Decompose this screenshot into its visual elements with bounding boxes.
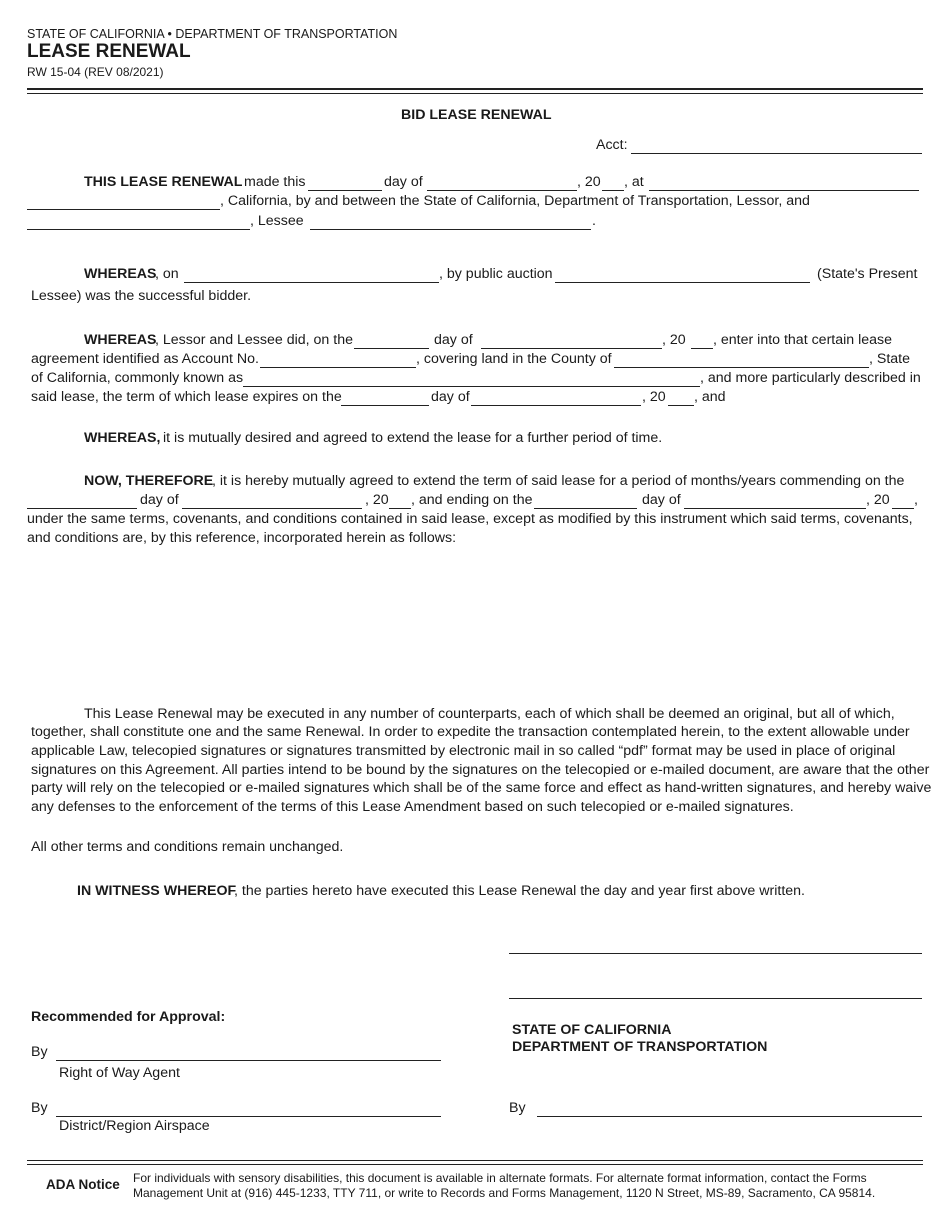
auction-detail-field[interactable] (555, 282, 810, 283)
day-of-text: day of (384, 174, 423, 190)
lease-day-field[interactable] (354, 348, 429, 349)
agreement-text: agreement identified as Account No. (31, 351, 259, 367)
covering-land-text: , covering land in the County of (416, 351, 612, 367)
counterparts-line-4: signatures on this Agreement. All parties intend to be bound by the signatures on the telecopied or e-mailed document, are aware that the other (31, 762, 930, 778)
p1-period: . (592, 213, 596, 229)
at-text: , at (624, 174, 644, 190)
expires-text: said lease, the term of which lease expires on the (31, 389, 342, 405)
city-field[interactable] (27, 209, 220, 210)
expire-day-of-text: day of (431, 389, 470, 405)
state-text: , State (869, 351, 911, 367)
lease-year-prefix: , 20 (662, 332, 686, 348)
witness-text: , the parties hereto have executed this Lease Renewal the day and year first above written. (234, 883, 805, 899)
start-year-field[interactable] (389, 508, 411, 509)
lessee-name-field[interactable] (27, 229, 250, 230)
lease-year-field[interactable] (691, 348, 713, 349)
made-this-text: made this (244, 174, 306, 190)
airspace-signature-line[interactable] (56, 1116, 441, 1117)
year-prefix-text: , 20 (577, 174, 601, 190)
form-title: LEASE RENEWAL (27, 41, 191, 62)
account-number-field[interactable] (260, 367, 416, 368)
start-day-field[interactable] (27, 508, 137, 509)
same-terms-text: under the same terms, covenants, and conditions contained in said lease, except as modified by this instrument which said terms, covenants, (27, 511, 913, 527)
section-title: BID LEASE RENEWAL (401, 107, 552, 123)
expire-year-field[interactable] (668, 405, 694, 406)
county-field[interactable] (614, 367, 869, 368)
auction-date-field[interactable] (184, 282, 439, 283)
state-signature-line[interactable] (537, 1116, 922, 1117)
start-year-prefix: , 20 (365, 492, 389, 508)
ada-label: ADA Notice (46, 1177, 120, 1192)
end-comma: , (914, 492, 918, 508)
extend-term-text: , it is hereby mutually agreed to extend the term of said lease for a period of months/years commending on the (212, 473, 905, 489)
counterparts-line-3: applicable Law, telecopied signatures or signatures transmitted by electronic mail in so called “pdf” format may be used in place of original (31, 743, 896, 759)
renewal-day-field[interactable] (308, 190, 382, 191)
between-parties-text: , California, by and between the State of California, Department of Transportation, Lessor, and (220, 193, 810, 209)
airspace-role: District/Region Airspace (59, 1118, 210, 1134)
agent-role: Right of Way Agent (59, 1065, 180, 1081)
expire-day-field[interactable] (341, 405, 429, 406)
signature-line-1[interactable] (509, 953, 922, 954)
counterparts-line-1: This Lease Renewal may be executed in any number of counterparts, each of which shall be deemed an original, but all of which, (84, 706, 895, 722)
header-rule-bottom (27, 93, 923, 94)
on-text: , on (155, 266, 179, 282)
footer-rule-top (27, 1160, 923, 1161)
agent-signature-line[interactable] (56, 1060, 441, 1061)
expire-year-prefix: , 20 (642, 389, 666, 405)
renewal-year-field[interactable] (602, 190, 624, 191)
footer-rule-bottom (27, 1164, 923, 1165)
end-month-field[interactable] (684, 508, 866, 509)
public-auction-text: , by public auction (439, 266, 553, 282)
lessor-lessee-text: , Lessor and Lessee did, on the (155, 332, 353, 348)
end-year-field[interactable] (892, 508, 914, 509)
ada-line-2: Management Unit at (916) 445-1233, TTY 711, or write to Records and Forms Management, 1120 N Street, MS-89, Sacramento, CA 95814. (133, 1186, 876, 1200)
lessee-text: , Lessee (250, 213, 304, 229)
state-block-line-1: STATE OF CALIFORNIA (512, 1022, 672, 1038)
by-label-1: By (31, 1044, 48, 1060)
end-year-prefix: , 20 (866, 492, 890, 508)
start-day-of-text: day of (140, 492, 179, 508)
unchanged-text: All other terms and conditions remain unchanged. (31, 839, 344, 855)
end-day-field[interactable] (534, 508, 637, 509)
described-in-text: , and more particularly described in (700, 370, 921, 386)
end-day-of-text: day of (642, 492, 681, 508)
whereas-lead-3: WHEREAS, (84, 430, 161, 446)
ada-line-1: For individuals with sensory disabilities, this document is available in alternate formats. For alternate format information, contact the Forms (133, 1171, 867, 1185)
extend-desire-text: it is mutually desired and agreed to extend the lease for a further period of time. (163, 430, 663, 446)
header-rule-top (27, 88, 923, 90)
enter-lease-text: , enter into that certain lease (713, 332, 893, 348)
by-label-2: By (31, 1100, 48, 1116)
lessee-extra-field[interactable] (310, 229, 591, 230)
lease-month-field[interactable] (481, 348, 662, 349)
whereas-lead-1: WHEREAS (84, 266, 157, 282)
approval-heading: Recommended for Approval: (31, 1009, 226, 1025)
states-present-text: (State's Present (817, 266, 918, 282)
renewal-month-field[interactable] (427, 190, 577, 191)
form-number: RW 15-04 (REV 08/2021) (27, 65, 164, 79)
lease-day-of-text: day of (434, 332, 473, 348)
now-therefore-lead: NOW, THEREFORE (84, 473, 214, 489)
expire-month-field[interactable] (471, 405, 641, 406)
incorporated-text: and conditions are, by this reference, incorporated herein as follows: (27, 530, 457, 546)
location-field[interactable] (649, 190, 919, 191)
successful-bidder-text: Lessee) was the successful bidder. (31, 288, 252, 304)
lease-renewal-lead: THIS LEASE RENEWAL (84, 174, 243, 190)
agency-line: STATE OF CALIFORNIA • DEPARTMENT OF TRANSPORTATION (27, 27, 398, 41)
by-label-state: By (509, 1100, 526, 1116)
counterparts-line-6: any defenses to the enforcement of the terms of this Lease Amendment based on such telecopied or e-mailed signatures. (31, 799, 794, 815)
and-text: , and (694, 389, 726, 405)
acct-label: Acct: (596, 137, 628, 153)
state-block-line-2: DEPARTMENT OF TRANSPORTATION (512, 1039, 768, 1055)
whereas-lead-2: WHEREAS (84, 332, 157, 348)
ending-on-text: , and ending on the (411, 492, 533, 508)
acct-field[interactable] (631, 153, 922, 154)
known-as-field[interactable] (243, 386, 700, 387)
witness-lead: IN WITNESS WHEREOF (77, 883, 237, 899)
known-as-text: of California, commonly known as (31, 370, 244, 386)
signature-line-2[interactable] (509, 998, 922, 999)
counterparts-line-5: party will rely on the telecopied or e-mailed signatures which shall be of the same force and effect as hand-written signatures, and hereby waive (31, 780, 932, 796)
counterparts-line-2: together, shall constitute one and the same Renewal. In order to expedite the transaction contemplated herein, to the extent allowable under (31, 724, 910, 740)
start-month-field[interactable] (182, 508, 362, 509)
